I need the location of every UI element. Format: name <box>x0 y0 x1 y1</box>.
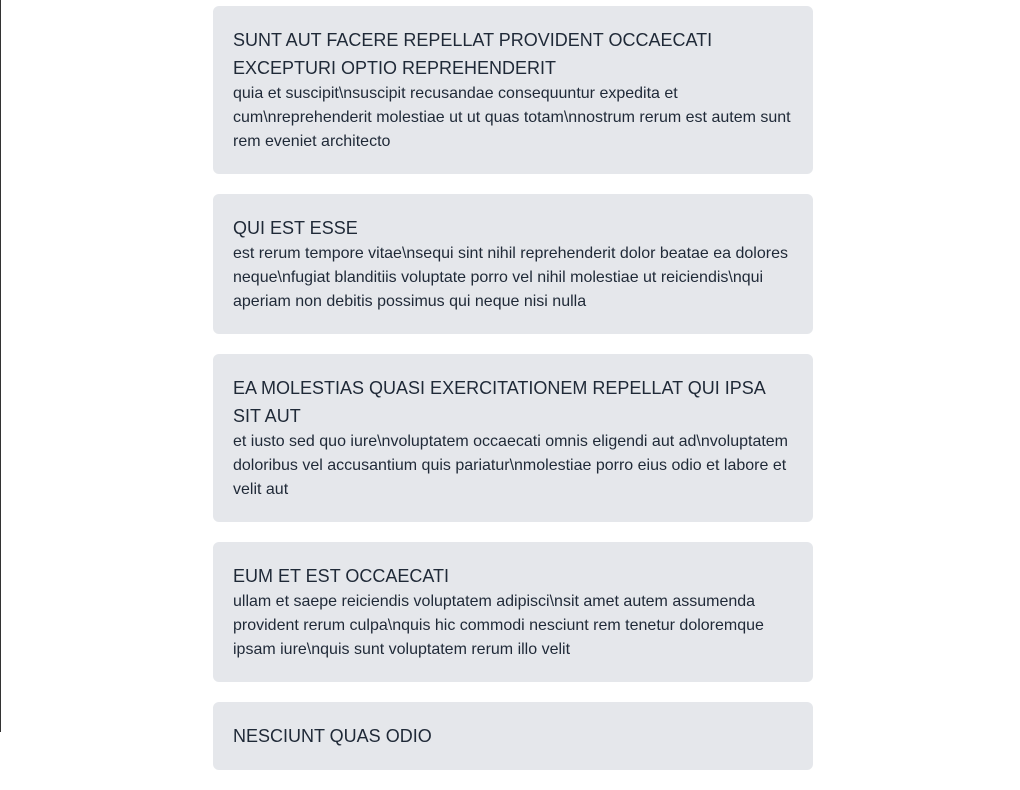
post-list <box>213 6 813 790</box>
post-body: quia et suscipit\nsuscipit recusandae consequuntur expedita et cum\nreprehenderit molestiae ut ut quas totam\nnostrum rerum est autem sunt rem eveniet architecto <box>233 85 791 150</box>
post-card <box>213 702 813 770</box>
post-card <box>213 542 813 682</box>
post-body: ullam et saepe reiciendis voluptatem adipisci\nsit amet autem assumenda provident rerum culpa\nquis hic commodi nesciunt rem tenetur doloremque ipsam iure\nquis sunt voluptatem rerum illo velit <box>233 593 764 658</box>
post-title: EUM ET EST OCCAECATI <box>233 566 450 586</box>
post-title: SUNT AUT FACERE REPELLAT PROVIDENT OCCAECATI EXCEPTURI OPTIO REPREHENDERIT <box>233 30 713 78</box>
window-left-border <box>0 0 1 732</box>
post-card <box>213 194 813 334</box>
post-title: QUI EST ESSE <box>233 218 358 238</box>
post-card <box>213 6 813 174</box>
post-body: est rerum tempore vitae\nsequi sint nihil reprehenderit dolor beatae ea dolores neque\nfugiat blanditiis voluptate porro vel nihil molestiae ut reiciendis\nqui aperiam non debitis possimus qui neque nisi nulla <box>233 245 788 310</box>
post-title: NESCIUNT QUAS ODIO <box>233 726 432 746</box>
post-title: EA MOLESTIAS QUASI EXERCITATIONEM REPELLAT QUI IPSA SIT AUT <box>233 378 765 426</box>
post-body: et iusto sed quo iure\nvoluptatem occaecati omnis eligendi aut ad\nvoluptatem doloribus vel accusantium quis pariatur\nmolestiae porro eius odio et labore et velit aut <box>233 433 789 498</box>
post-card <box>213 354 813 522</box>
